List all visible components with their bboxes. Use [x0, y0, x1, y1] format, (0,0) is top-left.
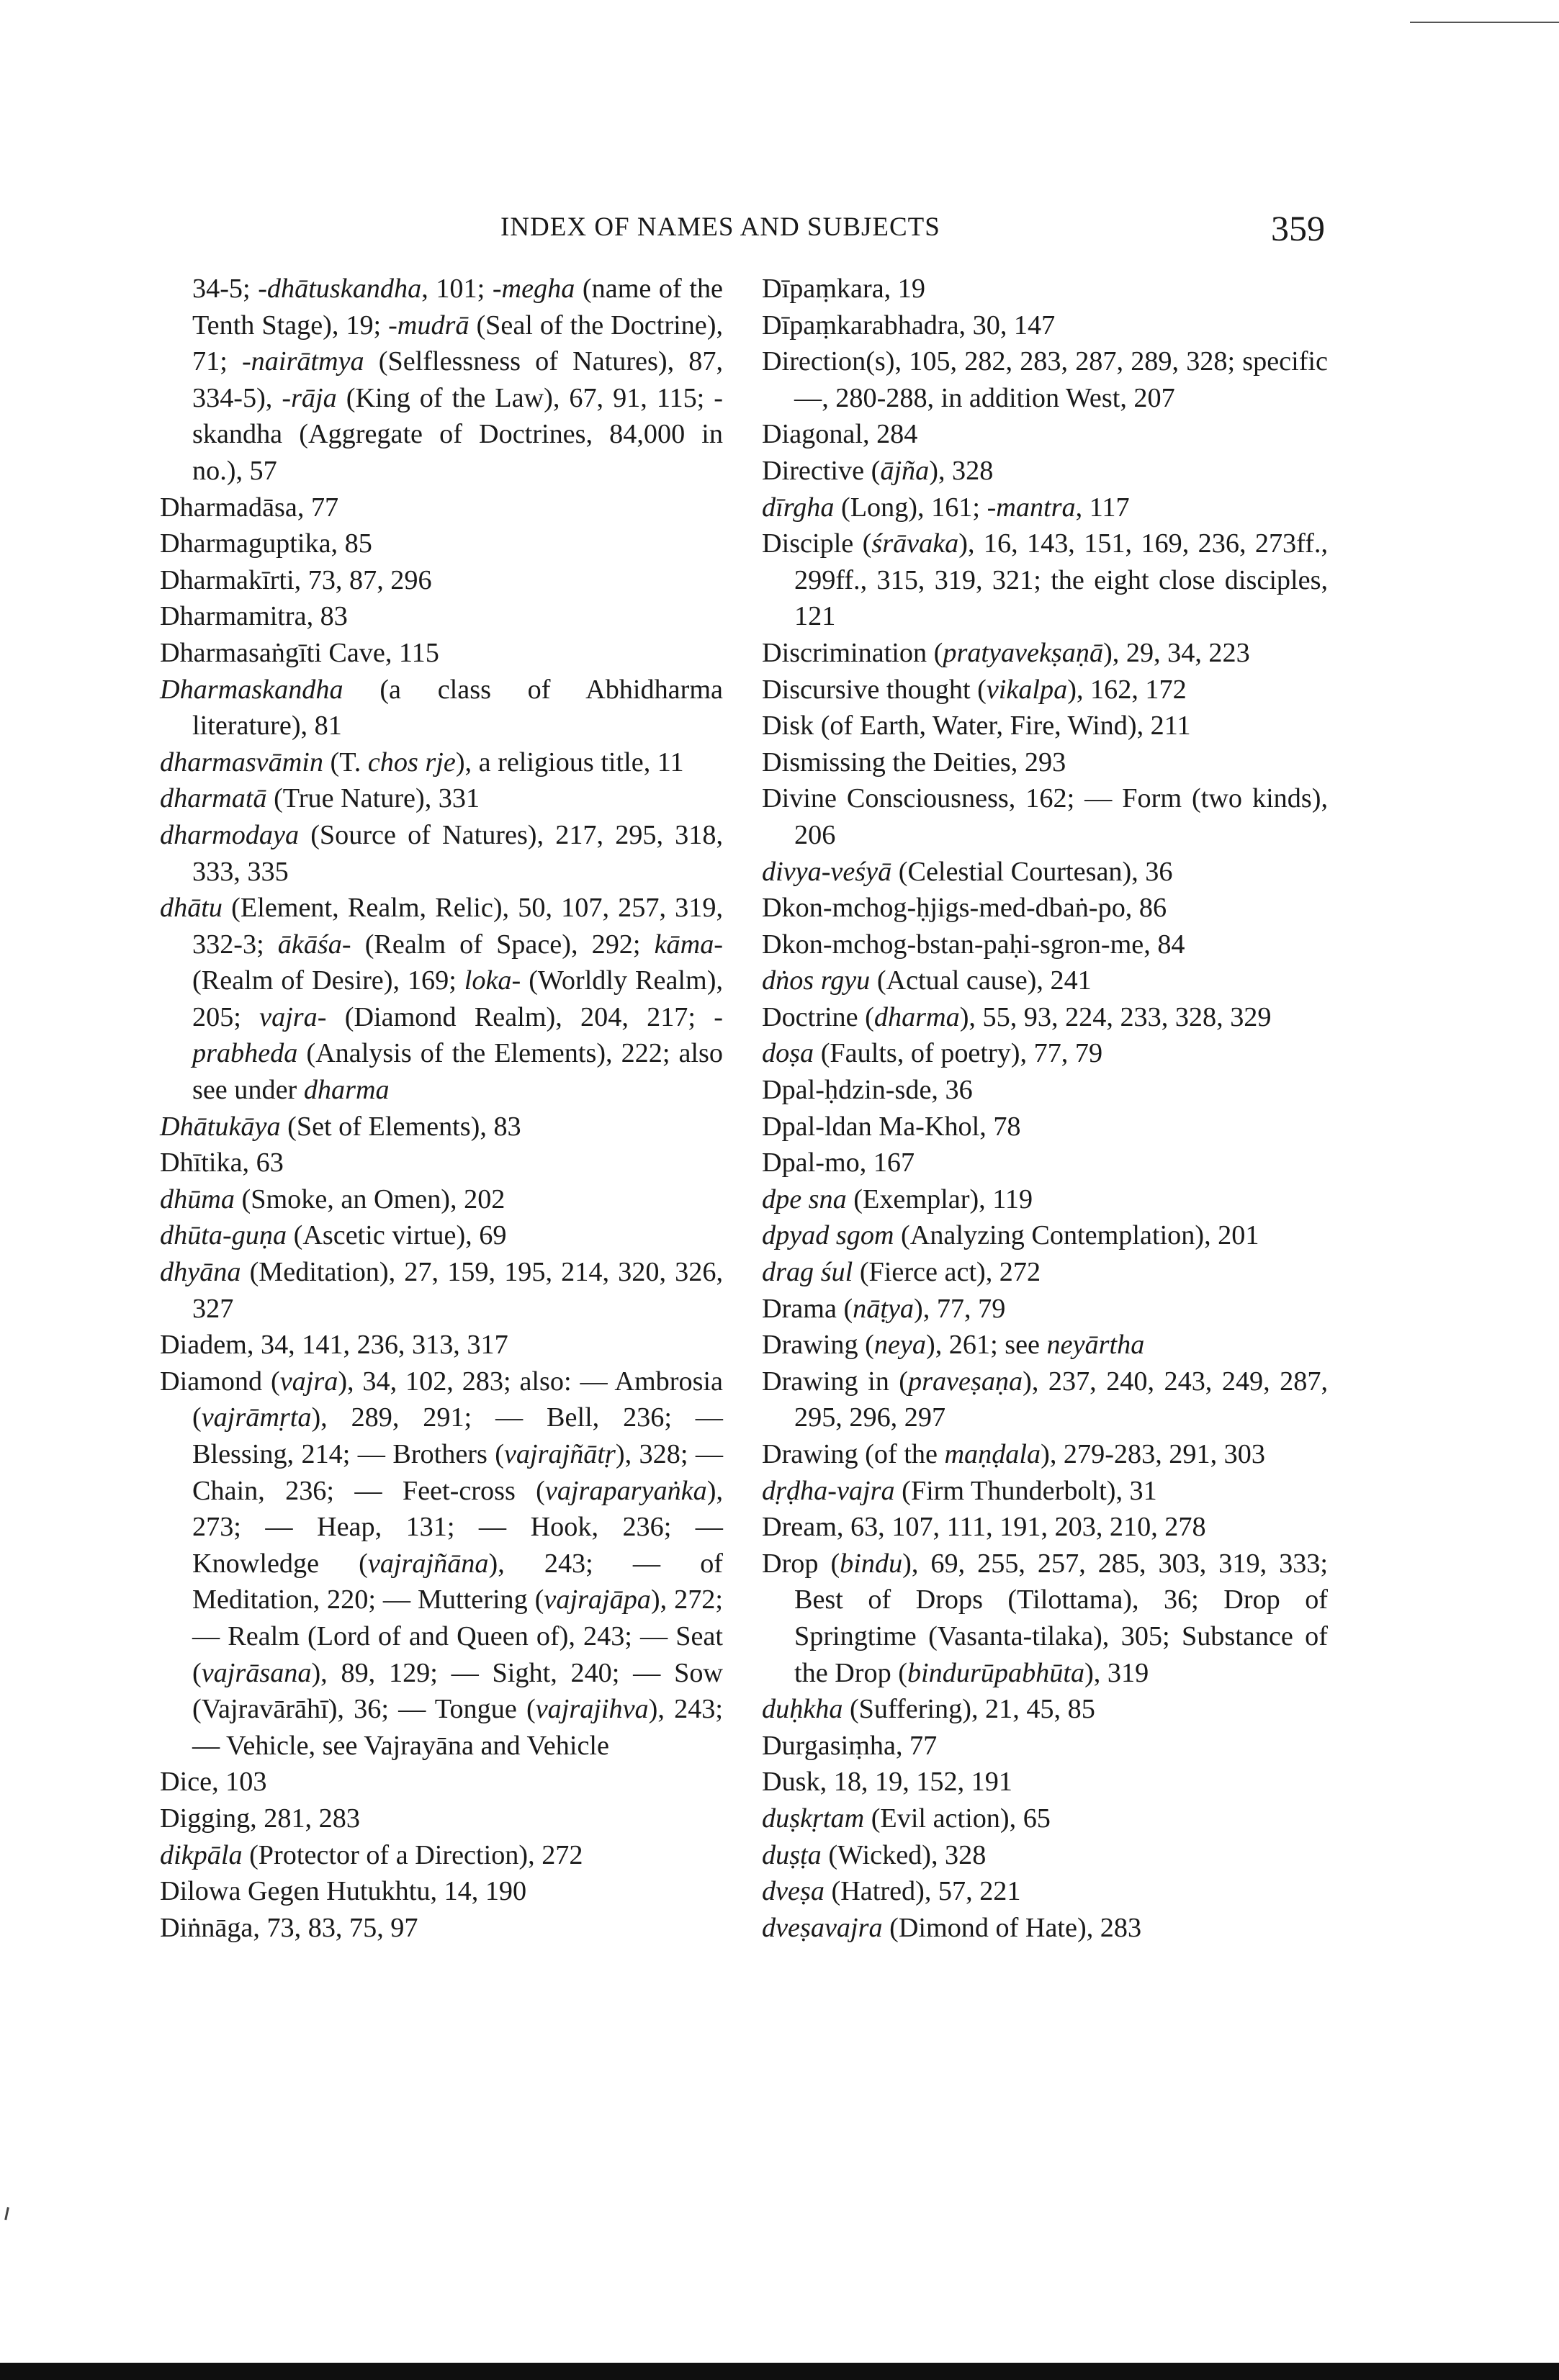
- index-entry: 34-5; -dhātuskandha, 101; -megha (name of the Tenth Stage), 19; -mudrā (Seal of the Doctrine), 71; -nairātmya (Selflessness of Natures), 87, 334-5), -rāja (King of the Law), 67, 91, 115; -skandha (Aggregate of Doctrines, 84,000 in no.), 57: [192, 274, 723, 486]
- index-entry: Dkon-mchog-bstan-paḥi-sgron-me, 84: [762, 929, 1185, 960]
- index-entry: Dharmakīrti, 73, 87, 296: [160, 564, 432, 595]
- index-entry: dhūta-guṇa (Ascetic virtue), 69: [160, 1220, 507, 1251]
- index-entry: Dīpaṃkara, 19: [762, 274, 925, 304]
- index-entry: Diadem, 34, 141, 236, 313, 317: [160, 1330, 508, 1361]
- index-entry: dīrgha (Long), 161; -mantra, 117: [762, 492, 1130, 523]
- index-entry: Drawing in (praveṣaṇa), 237, 240, 243, 249, 287, 295, 296, 297: [762, 1366, 1328, 1433]
- index-entry: dṅos rgyu (Actual cause), 241: [762, 965, 1092, 996]
- index-entry: Dilowa Gegen Hutukhtu, 14, 190: [160, 1876, 527, 1907]
- index-entry: duṣkṛtam (Evil action), 65: [762, 1803, 1051, 1834]
- index-entry: Dismissing the Deities, 293: [762, 747, 1066, 777]
- index-column-left: [160, 271, 723, 1946]
- index-entry: Drop (bindu), 69, 255, 257, 285, 303, 319, 333; Best of Drops (Tilottama), 36; Drop of Springtime (Vasanta-tilaka), 305; Substance of the Drop (bindurūpabhūta), 319: [762, 1548, 1328, 1688]
- top-rule: [1410, 22, 1559, 23]
- index-entry: Dkon-mchog-ḥjigs-med-dbaṅ-po, 86: [762, 893, 1167, 924]
- index-entry: Disk (of Earth, Water, Fire, Wind), 211: [762, 711, 1191, 742]
- index-entry: dpyad sgom (Analyzing Contemplation), 201: [762, 1220, 1259, 1251]
- index-entry: Discrimination (pratyavekṣaṇā), 29, 34, 223: [762, 637, 1250, 668]
- scan-mark: [4, 2207, 9, 2220]
- index-entry: dharmasvāmin (T. chos rje), a religious title, 11: [160, 747, 684, 777]
- index-column-right: [762, 271, 1328, 1946]
- page-number: 359: [1271, 208, 1325, 248]
- index-entry: doṣa (Faults, of poetry), 77, 79: [762, 1038, 1103, 1069]
- index-entry: Dharmadāsa, 77: [160, 492, 339, 523]
- index-entry: Directive (ājña), 328: [762, 455, 994, 486]
- index-entry: Dpal-ldan Ma-Khol, 78: [762, 1111, 1021, 1142]
- index-entry: dharmodaya (Source of Natures), 217, 295, 318, 333, 335: [160, 819, 723, 887]
- index-entry: dhūma (Smoke, an Omen), 202: [160, 1184, 506, 1214]
- index-entry: Direction(s), 105, 282, 283, 287, 289, 328; specific —, 280-288, in addition West, 207: [762, 346, 1328, 413]
- index-entry: Durgasiṃha, 77: [762, 1730, 938, 1761]
- index-entry: Dharmasaṅgīti Cave, 115: [160, 637, 439, 668]
- index-entry: Dīpaṃkarabhadra, 30, 147: [762, 310, 1056, 341]
- index-entry: dikpāla (Protector of a Direction), 272: [160, 1839, 583, 1870]
- index-entry: duṣṭa (Wicked), 328: [762, 1839, 987, 1870]
- index-entry: Dharmamitra, 83: [160, 601, 348, 632]
- index-entry: duḥkha (Suffering), 21, 45, 85: [762, 1694, 1095, 1725]
- index-entry: Disciple (śrāvaka), 16, 143, 151, 169, 236, 273ff., 299ff., 315, 319, 321; the eight close disciples, 121: [762, 528, 1328, 632]
- index-entry: Diamond (vajra), 34, 102, 283; also: — Ambrosia (vajrāmṛta), 289, 291; — Bell, 236; — Blessing, 214; — Brothers (vajrajñātṛ), 328; — Chain, 236; — Feet-cross (vajraparyaṅka), 273; — Heap, 131; — Hook, 236; — Knowledge (vajrajñāna), 243; — of Meditation, 220; — Muttering (vajrajāpa), 272; — Realm (Lord of and Queen of), 243; — Seat (vajrāsana), 89, 129; — Sight, 240; — Sow (Vajravārāhī), 36; — Tongue (vajrajihva), 243; — Vehicle, see Vajrayāna and Vehicle: [160, 1366, 724, 1761]
- index-entry: Dharmaskandha (a class of Abhidharma literature), 81: [160, 674, 723, 742]
- index-entry: Doctrine (dharma), 55, 93, 224, 233, 328, 329: [762, 1001, 1272, 1032]
- index-entry: Drawing (of the maṇḍala), 279-283, 291, 303: [762, 1439, 1265, 1469]
- index-entry: Dharmaguptika, 85: [160, 528, 372, 559]
- index-entry: Diagonal, 284: [762, 419, 918, 450]
- index-entry: Divine Consciousness, 162; — Form (two kinds), 206: [762, 783, 1328, 850]
- index-entry: Drawing (neya), 261; see neyārtha: [762, 1330, 1145, 1361]
- running-title: INDEX OF NAMES AND SUBJECTS: [500, 212, 940, 242]
- index-entry: dhātu (Element, Realm, Relic), 50, 107, 257, 319, 332-3; ākāśa- (Realm of Space), 292; kāma- (Realm of Desire), 169; loka- (Worldly Realm), 205; vajra- (Diamond Realm), 204, 217; -prabheda (Analysis of the Elements), 222; also see under dharma: [160, 893, 724, 1106]
- index-entry: Dhītika, 63: [160, 1148, 284, 1178]
- index-entry: Digging, 281, 283: [160, 1803, 360, 1834]
- page-header: [0, 207, 1559, 251]
- index-entry: Drama (nāṭya), 77, 79: [762, 1293, 1006, 1324]
- index-entry: dveṣavajra (Dimond of Hate), 283: [762, 1912, 1142, 1943]
- index-entry: Dice, 103: [160, 1767, 267, 1798]
- index-entry: Dhātukāya (Set of Elements), 83: [160, 1111, 521, 1142]
- index-entry: dharmatā (True Nature), 331: [160, 783, 480, 814]
- index-entry: Dusk, 18, 19, 152, 191: [762, 1767, 1012, 1798]
- index-entry: dveṣa (Hatred), 57, 221: [762, 1876, 1021, 1907]
- index-entry: drag śul (Fierce act), 272: [762, 1257, 1041, 1288]
- index-entry: Dream, 63, 107, 111, 191, 203, 210, 278: [762, 1512, 1206, 1543]
- index-entry: dṛḍha-vajra (Firm Thunderbolt), 31: [762, 1475, 1157, 1506]
- index-entry: dpe sna (Exemplar), 119: [762, 1184, 1033, 1214]
- index-entry: Dpal-ḥdzin-sde, 36: [762, 1075, 973, 1106]
- index-entry: Diṅnāga, 73, 83, 75, 97: [160, 1912, 418, 1943]
- index-entry: Discursive thought (vikalpa), 162, 172: [762, 674, 1187, 705]
- scan-edge-bar: [0, 2363, 1559, 2380]
- index-entry: dhyāna (Meditation), 27, 159, 195, 214, 320, 326, 327: [160, 1257, 723, 1324]
- index-entry: divya-veśyā (Celestial Courtesan), 36: [762, 856, 1173, 887]
- index-entry: Dpal-mo, 167: [762, 1148, 915, 1178]
